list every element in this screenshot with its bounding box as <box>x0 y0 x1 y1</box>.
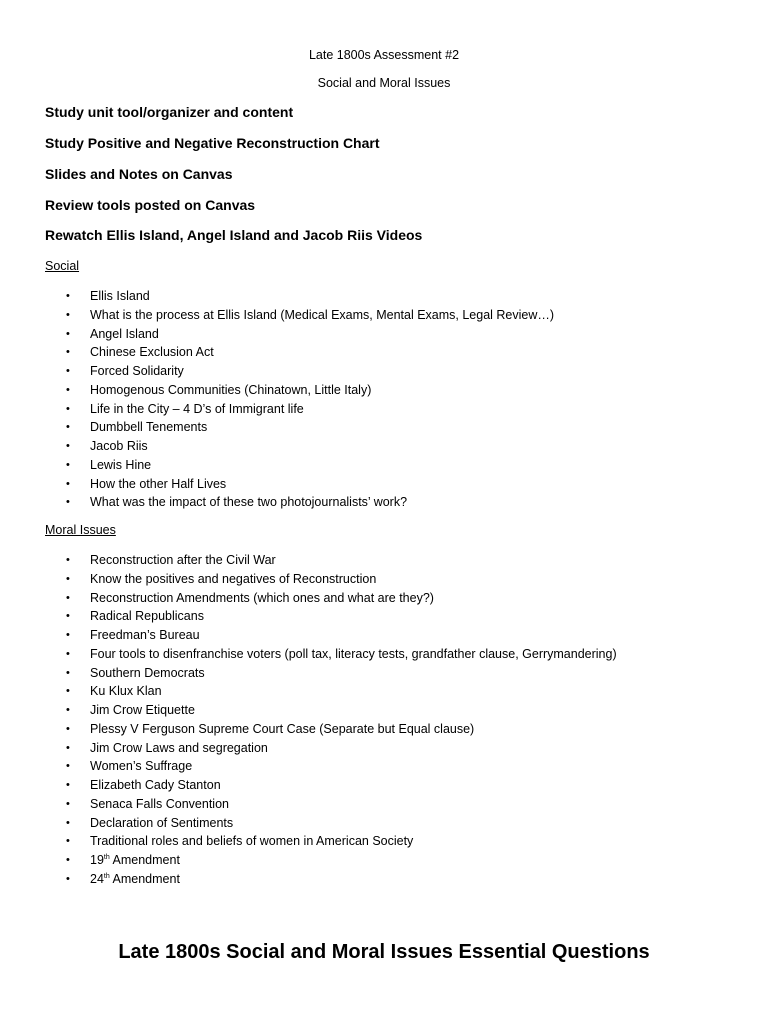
list-item-text: Jim Crow Etiquette <box>90 703 195 717</box>
list-item-text: Reconstruction Amendments (which ones and what are they?) <box>90 590 434 605</box>
list-item-text: How the other Half Lives <box>90 476 227 491</box>
ordinal-suffix: th <box>103 872 110 880</box>
bullet-icon: • <box>66 685 70 698</box>
list-item-text: Dumbbell Tenements <box>90 420 208 435</box>
list-item-text: Lewis Hine <box>90 457 152 472</box>
study-item: Slides and Notes on Canvas <box>45 166 233 182</box>
amendment-item-text <box>90 851 180 870</box>
bullet-icon: • <box>66 816 70 829</box>
amendment-label: Amendment <box>109 871 180 886</box>
list-item-text: Jim Crow Laws and segregation <box>90 740 268 755</box>
list-item-text: What was the impact of these two photojournalists’ work? <box>90 495 408 510</box>
document-subtitle: Social and Moral Issues <box>317 76 451 90</box>
list-item-text: Southern Democrats <box>90 665 205 680</box>
bullet-icon: • <box>66 327 70 340</box>
bullet-icon: • <box>66 760 70 773</box>
bullet-icon: • <box>66 308 70 321</box>
bullet-icon: • <box>66 741 70 754</box>
bullet-icon: • <box>66 477 70 490</box>
moral-issues-section-heading: Moral Issues <box>45 523 116 537</box>
essential-questions-heading: Late 1800s Social and Moral Issues Essential Questions <box>118 941 650 963</box>
list-item-text: Radical Republicans <box>90 609 204 624</box>
bullet-icon: • <box>66 458 70 471</box>
list-item-text: Know the positives and negatives of Reconstruction <box>90 571 377 586</box>
social-section-heading: Social <box>45 259 80 273</box>
list-item-text: Women’s Suffrage <box>90 759 193 774</box>
bullet-icon: • <box>66 365 70 377</box>
list-item-text: Elizabeth Cady Stanton <box>90 778 221 792</box>
bullet-icon: • <box>66 666 70 679</box>
bullet-icon: • <box>66 572 70 585</box>
bullet-icon: • <box>66 704 70 716</box>
bullet-icon: • <box>66 591 70 604</box>
bullet-icon: • <box>66 496 70 509</box>
bullet-icon: • <box>66 854 70 866</box>
bullet-icon: • <box>66 835 70 848</box>
list-item-text: Plessy V Ferguson Supreme Court Case (Separate but Equal clause) <box>90 721 475 736</box>
list-item-text: Chinese Exclusion Act <box>90 345 214 360</box>
list-item-text: Traditional roles and beliefs of women in American Society <box>90 834 414 849</box>
list-item-text: Ellis Island <box>90 289 150 303</box>
list-item-text: Freedman’s Bureau <box>90 628 200 642</box>
study-item: Rewatch Ellis Island, Angel Island and Jacob Riis Videos <box>45 227 423 243</box>
bullet-icon: • <box>66 554 70 566</box>
amendment-number: 24 <box>90 871 104 886</box>
amendment-number: 19 <box>90 853 104 867</box>
list-item-text: Angel Island <box>90 326 159 341</box>
bullet-icon: • <box>66 872 70 885</box>
list-item-text: Life in the City – 4 D’s of Immigrant life <box>90 401 304 416</box>
list-item-text: Forced Solidarity <box>90 364 184 378</box>
bullet-icon: • <box>66 440 70 452</box>
list-item-text: Reconstruction after the Civil War <box>90 553 276 567</box>
bullet-icon: • <box>66 402 70 415</box>
list-item-text: Ku Klux Klan <box>90 684 162 699</box>
bullet-icon: • <box>66 383 70 396</box>
list-item-text: What is the process at Ellis Island (Medical Exams, Mental Exams, Legal Review…) <box>90 307 555 322</box>
amendment-item-text <box>90 870 180 889</box>
bullet-icon: • <box>66 779 70 791</box>
list-item-text: Four tools to disenfranchise voters (poll tax, literacy tests, grandfather clause, Gerrymandering) <box>90 646 617 661</box>
list-item-text: Homogenous Communities (Chinatown, Little Italy) <box>90 382 372 397</box>
list-item-text: Jacob Riis <box>90 439 148 453</box>
bullet-icon: • <box>66 346 70 359</box>
list-item-text: Declaration of Sentiments <box>90 815 234 830</box>
ordinal-suffix: th <box>103 853 110 861</box>
study-item: Study unit tool/organizer and content <box>45 104 294 120</box>
study-item: Study Positive and Negative Reconstruction Chart <box>45 135 380 151</box>
list-item-text: Senaca Falls Convention <box>90 796 229 811</box>
document-title: Late 1800s Assessment #2 <box>308 48 460 62</box>
bullet-icon: • <box>66 290 70 302</box>
bullet-icon: • <box>66 421 70 434</box>
bullet-icon: • <box>66 629 70 641</box>
bullet-icon: • <box>66 610 70 623</box>
bullet-icon: • <box>66 647 70 660</box>
bullet-icon: • <box>66 797 70 810</box>
amendment-label: Amendment <box>109 853 180 867</box>
study-item: Review tools posted on Canvas <box>45 197 256 213</box>
bullet-icon: • <box>66 722 70 735</box>
